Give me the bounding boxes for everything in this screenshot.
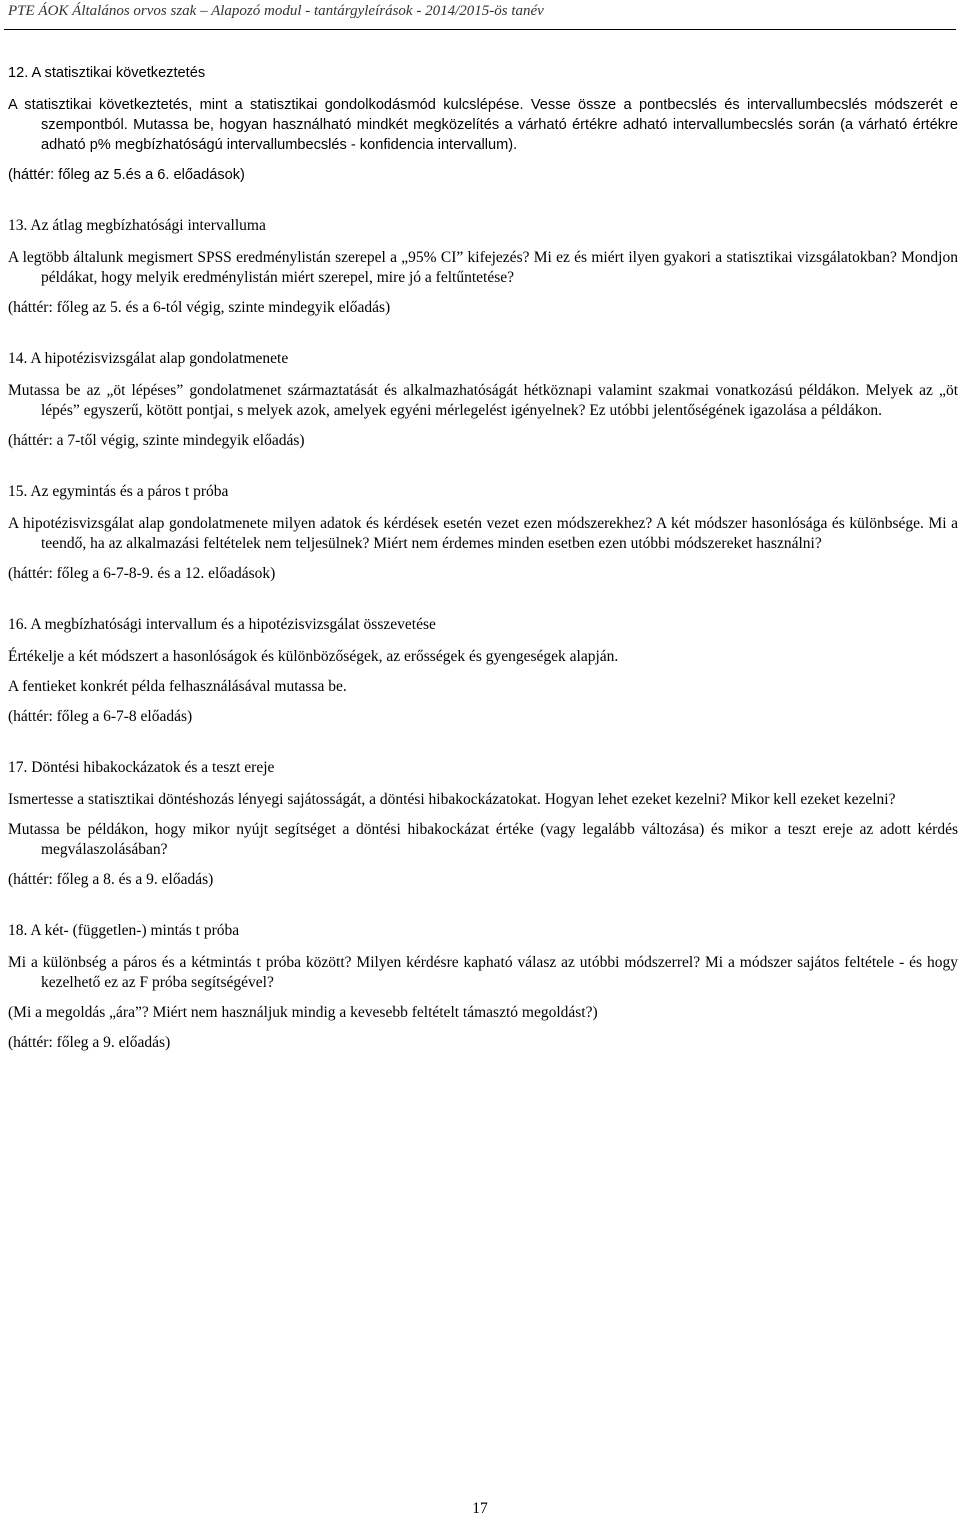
section-paragraph: A statisztikai következtetés, mint a statisztikai gondolkodásmód kulcslépése. Vesse össze a pontbecslés és intervallumbecslés módszerét e szempontból. Mutassa be, hogyan használható mindkét megközelítés a várható értékre adható intervallumbecslés során (a várható értékre adható p% megbízhatóságú intervallumbecslés - konfidencia intervallum). [8,97,958,153]
section-13 [8,216,958,318]
section-background-note: (háttér: a 7-től végig, szinte mindegyik előadás) [8,432,305,449]
section-paragraph: Értékelje a két módszert a hasonlóságok és különbözőségek, az erősségek és gyengeségek alapján. [8,648,619,665]
header-divider [4,29,956,30]
section-paragraph: (Mi a megoldás „ára”? Miért nem használjuk mindig a kevesebb feltételt támasztó megoldást?) [8,1004,598,1021]
section-title: 14. A hipotézisvizsgálat alap gondolatmenete [8,350,289,367]
page-header: PTE ÁOK Általános orvos szak – Alapozó modul - tantárgyleírások - 2014/2015-ös tanév [8,3,544,19]
section-background-note: (háttér: főleg a 6-7-8 előadás) [8,708,193,725]
document-body [8,63,958,1084]
section-title: 18. A két- (független-) mintás t próba [8,922,240,939]
section-title: 17. Döntési hibakockázatok és a teszt ereje [8,759,275,776]
section-17 [8,758,958,890]
section-background-note: (háttér: főleg az 5.és a 6. előadások) [8,167,245,183]
section-title: 15. Az egymintás és a páros t próba [8,483,229,500]
section-paragraph: Mutassa be az „öt lépéses” gondolatmenet származtatását és alkalmazhatóságát hétköznapi valamint szakmai vonatkozású példákon. Melyek az „öt lépés” egyszerű, kötött pontjai, s melyek azok, amelyek egyéni mérlegelést igényelnek? Ez utóbbi jelentőségének igazolása a példákon. [8,382,958,419]
section-background-note: (háttér: főleg a 8. és a 9. előadás) [8,871,214,888]
section-14 [8,349,958,451]
section-18 [8,921,958,1053]
page-number: 17 [472,1500,488,1517]
section-title: 16. A megbízhatósági intervallum és a hipotézisvizsgálat összevetése [8,616,436,633]
section-background-note: (háttér: főleg a 6-7-8-9. és a 12. előadások) [8,565,276,582]
section-paragraph: A legtöbb általunk megismert SPSS eredménylistán szerepel a „95% CI” kifejezés? Mi ez és miért ilyen gyakori a statisztikai vizsgálatokban? Mondjon példákat, hogy melyik eredménylistán miért szerepel, mire jó a feltűntetése? [8,249,958,286]
section-12 [8,63,958,185]
section-background-note: (háttér: főleg az 5. és a 6-tól végig, szinte mindegyik előadás) [8,299,391,316]
section-paragraph: Mi a különbség a páros és a kétmintás t próba között? Milyen kérdésre kapható válasz az utóbbi módszerrel? Mi a módszer sajátos feltétele - és hogy kezelhető ez az F próba segítségével? [8,954,958,991]
section-15 [8,482,958,584]
section-paragraph: Ismertesse a statisztikai döntéshozás lényegi sajátosságát, a döntési hibakockázatokat. Hogyan lehet ezeket kezelni? Mikor kell ezeket kezelni? [8,791,896,808]
section-paragraph: A hipotézisvizsgálat alap gondolatmenete milyen adatok és kérdések esetén vezet ezen módszerekhez? A két módszer hasonlósága és különbsége. Mi a teendő, ha az alkalmazási feltételek nem teljesülnek? Miért nem érdemes minden esetben ezen utóbbi módszereket használni? [8,515,958,552]
section-paragraph: A fentieket konkrét példa felhasználásával mutassa be. [8,678,347,695]
section-16 [8,615,958,727]
section-background-note: (háttér: főleg a 9. előadás) [8,1034,171,1051]
section-title: 13. Az átlag megbízhatósági intervalluma [8,217,266,234]
section-paragraph: Mutassa be példákon, hogy mikor nyújt segítséget a döntési hibakockázat értéke (vagy legalább változása) és mikor a teszt ereje az adott kérdés megválaszolásában? [8,821,958,858]
section-title: 12. A statisztikai következtetés [8,65,206,81]
